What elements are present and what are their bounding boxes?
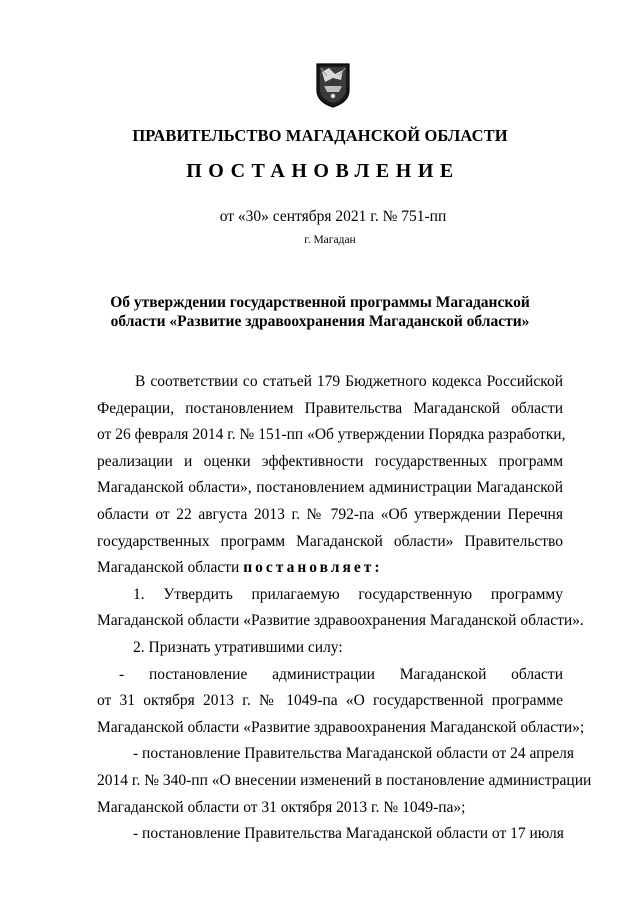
resolution-colon: : <box>374 559 383 577</box>
resolution-prefix: Магаданской области <box>97 559 244 577</box>
government-title: ПРАВИТЕЛЬСТВО МАГАДАНСКОЙ ОБЛАСТИ <box>132 126 508 145</box>
subitem-3-line-1: - постановление Правительства Магаданской области от 17 июля <box>133 825 564 843</box>
body-line-4: реализации и оценки эффективности государственных программ <box>97 452 563 470</box>
document-subject <box>0 293 640 331</box>
item-1-line-1: 1. Утвердить прилагаемую государственную программу <box>133 585 563 603</box>
body-line-8 <box>97 555 563 582</box>
subitem-2-line-1: - постановление Правительства Магаданской области от 24 апреля <box>133 745 574 763</box>
resolution-keyword: постановляет <box>243 559 375 577</box>
body-line-1: В соответствии со статьей 179 Бюджетного кодекса Российской <box>135 373 563 390</box>
document-body <box>97 369 592 848</box>
subitem-1-line-2: от 31 октября 2013 г. № 1049-па «О государственной программе <box>97 692 563 710</box>
subject-line-2: области «Развитие здравоохранения Магаданской области» <box>110 313 530 330</box>
body-line-7: государственных программ Магаданской области» Правительство <box>97 532 563 550</box>
item-1-line-2: Магаданской области «Развитие здравоохранения Магаданской области». <box>97 612 584 630</box>
subitem-2-line-3: Магаданской области от 31 октября 2013 г. № 1049-па»; <box>97 798 466 816</box>
item-2: 2. Признать утратившими силу: <box>133 638 343 656</box>
body-line-2: Федерации, постановлением Правительства Магаданской области <box>97 399 563 417</box>
subitem-1-line-3: Магаданской области «Развитие здравоохранения Магаданской области»; <box>97 718 585 736</box>
subitem-1-line-1: - постановление администрации Магаданской области <box>119 665 563 683</box>
body-line-3: от 26 февраля 2014 г. № 151-пп «Об утверждении Порядка разработки, <box>97 426 566 444</box>
document-type: ПОСТАНОВЛЕНИЕ <box>186 160 460 182</box>
document-city: г. Магадан <box>304 234 356 246</box>
subitem-2-line-2: 2014 г. № 340-пп «О внесении изменений в постановление администрации <box>97 771 592 789</box>
subject-line-1: Об утверждении государственной программы Магаданской <box>110 294 530 311</box>
body-line-5: Магаданской области», постановлением администрации Магаданской <box>97 479 563 497</box>
document-date-number: от «30» сентября 2021 г. № 751-пп <box>219 208 447 225</box>
body-line-6: области от 22 августа 2013 г. № 792-па «Об утверждении Перечня <box>97 505 563 523</box>
magadan-coat-of-arms-icon <box>315 62 351 108</box>
